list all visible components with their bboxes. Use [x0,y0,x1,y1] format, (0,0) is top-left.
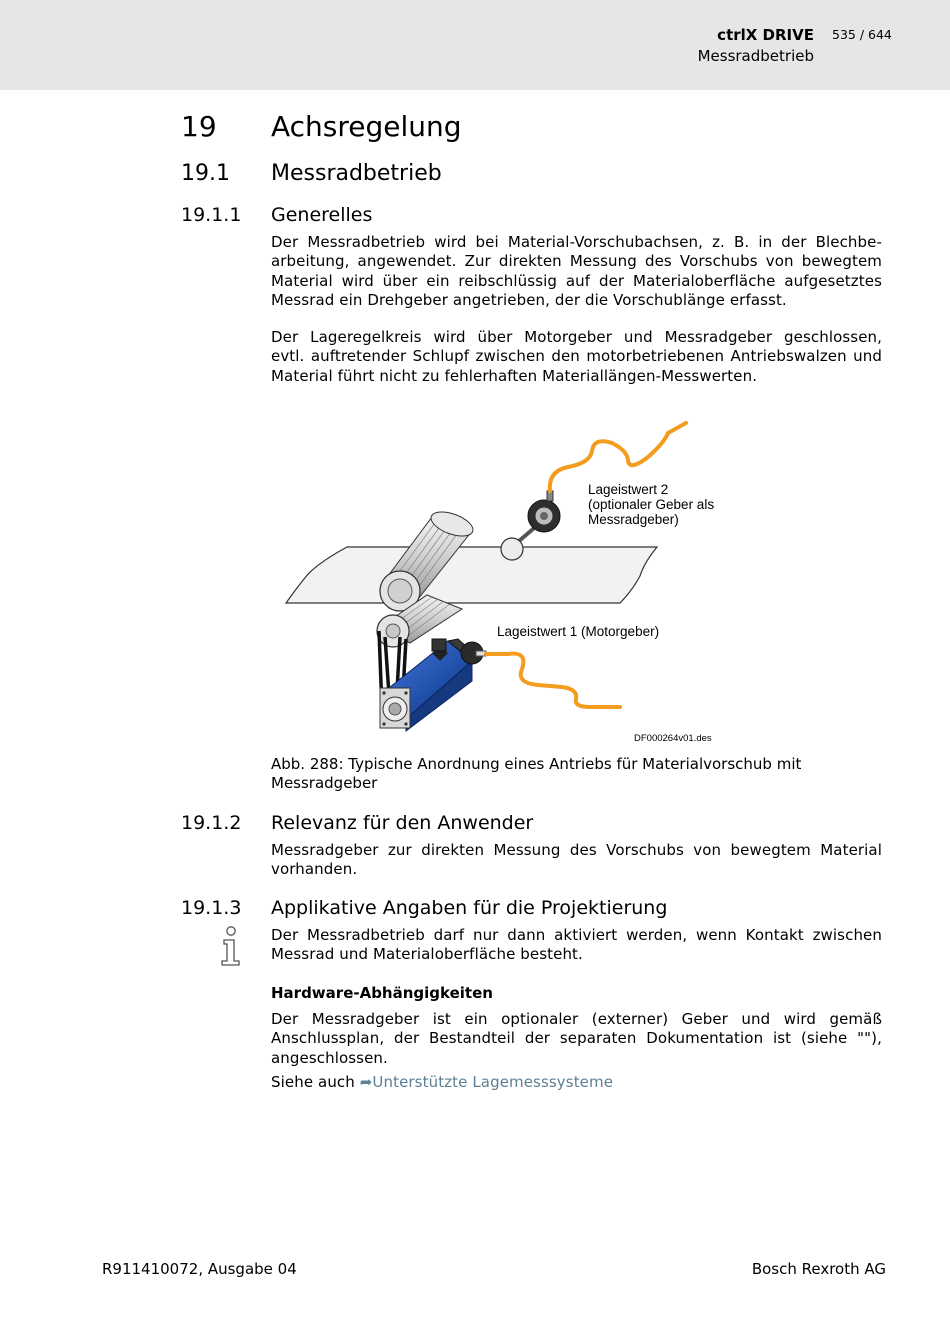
text-line: vorhanden. [271,860,358,879]
text-line: Der Messradbetrieb darf nur dann aktiviert werden, wenn Kontakt zwischen [271,926,882,944]
see-also-link[interactable]: Unterstützte Lagemesssysteme [372,1073,614,1091]
hardware-heading: Hardware-Abhängigkeiten [271,984,493,1002]
subsection-title: Applikative Angaben für die Projektierung [271,897,668,919]
paragraph-hardware [271,1010,882,1068]
text-line: Der Messradbetrieb wird bei Material-Vorschubachsen, z. B. in der Blechbe- [271,233,882,251]
subsection-number: 19.1.2 [181,812,242,834]
text-line: Messrad und Materialoberfläche besteht. [271,945,583,964]
text-line: Der Messradgeber ist ein optionaler (externer) Geber und wird gemäß [271,1010,882,1028]
servo-motor [380,639,486,731]
page-header [0,0,950,90]
drive-illustration [272,413,732,748]
note-paragraph [271,926,882,965]
caption-line: Messradgeber [271,774,378,793]
text-line: arbeitung, angewendet. Zur direkten Messung des Vorschubs von bewegtem [271,252,882,271]
label-encoder2-line2: (optionaler Geber als [588,497,715,512]
text-line: Material führt nicht zu fehlerhaften Materiallängen-Messwerten. [271,366,758,385]
label-encoder2-line1: Lageistwert 2 [588,482,669,497]
text-line: evtl. auftretender Schlupf zwischen den motorbetriebenen Antriebswalzen und [271,347,882,366]
label-encoder2-line3: Messradgeber) [588,512,679,527]
document-title: ctrlX DRIVE [717,26,814,44]
link-arrow-icon: ➦ [359,1073,373,1091]
text-line: Anschlussplan, der Bestandteil der separaten Dokumentation ist (siehe ""), [271,1029,882,1048]
section-number: 19.1 [181,161,230,186]
info-icon [218,925,244,967]
text-line: Der Lageregelkreis wird über Motorgeber und Messradgeber geschlossen, [271,328,882,346]
subsection-title: Generelles [271,204,373,226]
text-line: Messradgeber zur direkten Messung des Vorschubs von bewegtem Material [271,841,882,859]
subsection-number: 19.1.1 [181,204,242,226]
paragraph-relevanz [271,841,882,880]
footer-doc-number: R911410072, Ausgabe 04 [102,1260,297,1278]
encoder-cable [550,423,686,491]
figure-caption [271,755,882,794]
caption-line: Abb. 288: Typische Anordnung eines Antriebs für Materialvorschub mit [271,755,802,773]
paragraph-generelles-2 [271,328,882,386]
footer-company: Bosch Rexroth AG [751,1260,886,1278]
see-also-line [271,1073,882,1092]
text-line: Messrad ein Drehgeber angetrieben, der die Vorschublänge erfasst. [271,290,787,309]
section-running-title: Messradbetrieb [697,47,814,65]
chapter-number: 19 [181,110,217,143]
figure-file-id: DF000264v01.des [634,733,712,744]
chapter-title: Achsregelung [271,110,462,143]
label-encoder1: Lageistwert 1 (Motorgeber) [497,624,660,639]
see-also-prefix: Siehe auch [271,1073,355,1091]
page-number: 535 / 644 [832,27,892,42]
subsection-number: 19.1.3 [181,897,242,919]
material-sheet [286,547,657,603]
text-line: angeschlossen. [271,1048,388,1067]
subsection-title: Relevanz für den Anwender [271,812,534,834]
motor-cable [486,654,620,707]
drive-arrangement-figure [272,413,732,748]
paragraph-generelles-1 [271,233,882,310]
text-line: Material wird über ein reibschlüssig auf der Materialoberfläche aufgesetztes [271,271,882,290]
section-title: Messradbetrieb [271,161,442,186]
